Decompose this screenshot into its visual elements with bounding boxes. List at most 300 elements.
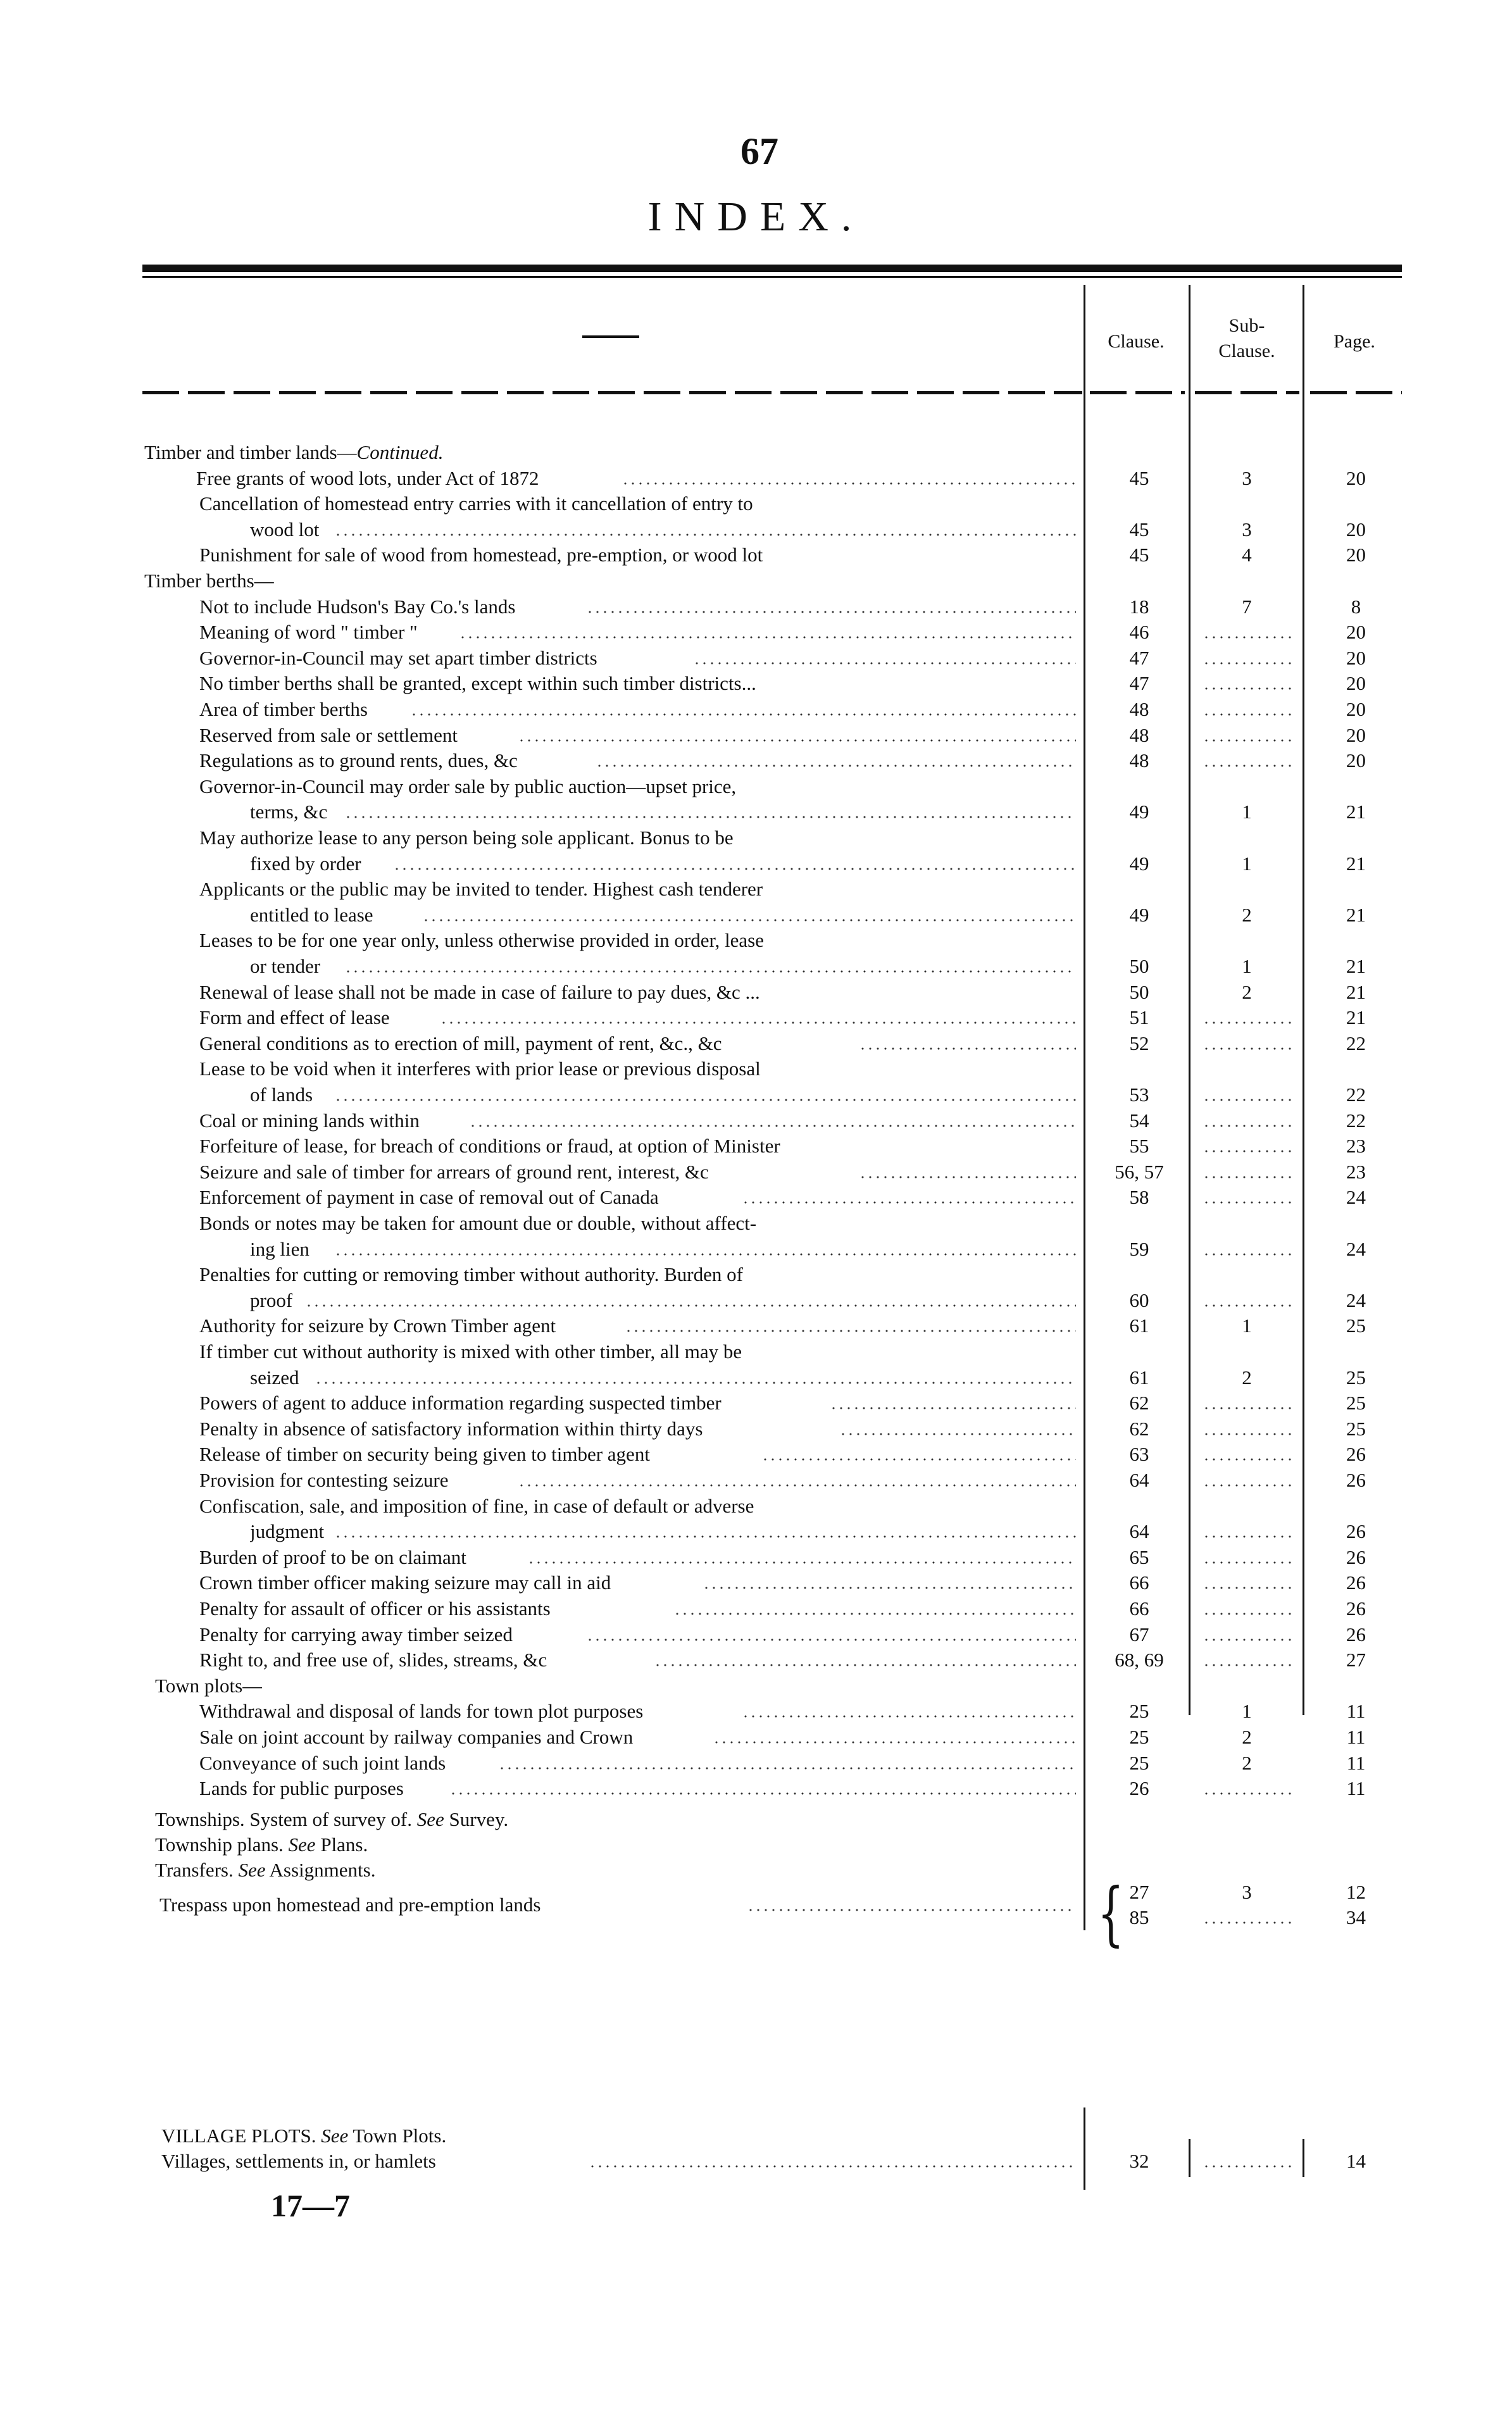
header-rule-thin: [142, 276, 1402, 278]
clause-value: 45: [1129, 544, 1149, 566]
trespass-entry: [0, 1881, 1512, 1928]
sub-clause-dots: [1203, 1638, 1291, 1642]
entry-text: Crown timber officer making seizure may call in aid: [199, 1571, 611, 1594]
sub-clause-value: 3: [1242, 466, 1252, 489]
page-value: 24: [1346, 1237, 1366, 1260]
table-row: [0, 671, 1512, 696]
table-row: [0, 1596, 1512, 1621]
leader-dots: [703, 1586, 1076, 1590]
sub-clause-dots: [1203, 1149, 1291, 1153]
clause-value: 60: [1129, 1289, 1149, 1311]
index-title: INDEX.: [647, 194, 865, 240]
page-value: 21: [1346, 955, 1366, 977]
page-value: 24: [1346, 1289, 1366, 1311]
clause-value: 49: [1129, 903, 1149, 926]
sub-clause-value: 1: [1242, 1700, 1252, 1723]
header-dashed-rule-sub: [1195, 391, 1299, 394]
entry-text: No timber berths shall be granted, except within such timber districts...: [199, 672, 756, 695]
table-row: [0, 1468, 1512, 1493]
clause-value: 49: [1129, 801, 1149, 823]
sub-clause-value: 4: [1242, 544, 1252, 566]
table-row: [0, 825, 1512, 851]
table-row: [0, 1056, 1512, 1082]
see-word: See: [238, 1859, 266, 1881]
leader-dots: [440, 1021, 1076, 1025]
page-value: 20: [1346, 672, 1366, 695]
entry-text: Timber berths—: [144, 570, 274, 592]
entry-text: Timber and timber lands—Continued.: [144, 441, 444, 463]
table-row: [0, 1262, 1512, 1287]
page-value: 21: [1346, 1006, 1366, 1029]
page-value: 11: [1346, 1751, 1366, 1774]
page-value: 20: [1346, 621, 1366, 644]
sub-clause-value: 1: [1242, 852, 1252, 875]
header-sub-clause: [1193, 313, 1301, 364]
clause-value: 18: [1129, 595, 1149, 618]
entry-text: terms, &c: [250, 801, 328, 823]
page-value: 20: [1346, 466, 1366, 489]
entry-text: Withdrawal and disposal of lands for town plot purposes: [199, 1700, 644, 1723]
leader-dots: [334, 533, 1076, 537]
table-row: [0, 748, 1512, 773]
table-row: [0, 1647, 1512, 1673]
sub-clause-dots: [1203, 1047, 1291, 1051]
page-value: 25: [1346, 1314, 1366, 1337]
entry-text: Renewal of lease shall not be made in case of failure to pay dues, &c ...: [199, 980, 760, 1003]
page-value: 8: [1351, 595, 1361, 618]
entry-text: Punishment for sale of wood from homestead, pre-emption, or wood lot: [199, 544, 763, 566]
entry-text: Lands for public purposes: [199, 1777, 404, 1800]
entry-text: Bonds or notes may be taken for amount due or double, without affect-: [199, 1212, 757, 1234]
clause-value: 64: [1129, 1520, 1149, 1543]
page-value: 27: [1346, 1649, 1366, 1671]
entry-text: Seizure and sale of timber for arrears of ground rent, interest, &c: [199, 1160, 709, 1183]
page-value: 25: [1346, 1417, 1366, 1440]
page-value: 12: [1346, 1881, 1366, 1903]
page-value: 23: [1346, 1160, 1366, 1183]
sub-clause-dots: [1203, 1201, 1291, 1204]
sub-clause-dots: [1203, 687, 1291, 690]
sub-clause-value: 3: [1242, 1881, 1252, 1903]
clause-value: 26: [1129, 1777, 1149, 1800]
entry-text: Powers of agent to adduce information regarding suspected timber: [199, 1392, 722, 1414]
clause-value: 66: [1129, 1571, 1149, 1594]
page-value: 22: [1346, 1083, 1366, 1106]
leader-dots: [859, 1047, 1076, 1051]
table-row: [0, 980, 1512, 1005]
sub-clause-dots: [1203, 1586, 1291, 1590]
brace: {: [1097, 1873, 1124, 1954]
leader-dots: [305, 1304, 1076, 1308]
entry-text: seized: [250, 1366, 299, 1389]
page-value: 20: [1346, 698, 1366, 720]
clause-value: 25: [1129, 1700, 1149, 1723]
page-value: 21: [1346, 980, 1366, 1003]
sub-clause-dots: [1203, 1921, 1291, 1925]
sub-clause-value: 3: [1242, 518, 1252, 540]
footer-reference: 17—7: [271, 2188, 350, 2223]
clause-value: 52: [1129, 1032, 1149, 1054]
clause-value: 32: [1129, 2150, 1149, 2172]
table-row: [0, 723, 1512, 748]
entry-text: Reserved from sale or settlement: [199, 723, 458, 746]
sub-clause-dots: [1203, 1124, 1291, 1128]
sub-clause-dots: [1203, 1304, 1291, 1308]
sub-clause-value: 2: [1242, 1726, 1252, 1748]
table-row: [0, 1699, 1512, 1724]
table-row: [0, 1237, 1512, 1262]
clause-value: 50: [1129, 955, 1149, 977]
clause-value: 55: [1129, 1135, 1149, 1158]
entry-text: Sale on joint account by railway companies and Crown: [199, 1726, 634, 1748]
entry-text: or tender: [250, 955, 321, 977]
page-value: 11: [1346, 1700, 1366, 1723]
page-value: 11: [1346, 1726, 1366, 1748]
entry-text: Forfeiture of lease, for breach of conditions or fraud, at option of Minister: [199, 1135, 780, 1158]
entry-text: Governor-in-Council may set apart timber districts: [199, 646, 597, 669]
entry-text: May authorize lease to any person being sole applicant. Bonus to be: [199, 827, 734, 849]
table-row: [0, 646, 1512, 671]
page-value: 22: [1346, 1109, 1366, 1132]
page-value: 26: [1346, 1545, 1366, 1568]
table-row: [0, 568, 1512, 594]
leader-dots: [498, 1766, 1076, 1770]
leader-dots: [518, 739, 1076, 742]
table-row: [0, 1622, 1512, 1647]
sub-clause-dots: [1203, 1792, 1291, 1795]
leader-dots: [586, 1638, 1076, 1642]
header-dashed-rule-clause: [1090, 391, 1185, 394]
entry-text: [161, 2123, 446, 2149]
page-value: 26: [1346, 1597, 1366, 1620]
ref-target: Town Plots.: [353, 2125, 447, 2147]
leader-dots: [422, 918, 1076, 922]
table-row: [0, 1494, 1512, 1519]
leader-dots: [742, 1201, 1076, 1204]
entry-text: Applicants or the public may be invited to tender. Highest cash tenderer: [199, 878, 763, 901]
leader-dots: [693, 661, 1076, 665]
page-value: 26: [1346, 1443, 1366, 1466]
table-row: [0, 877, 1512, 902]
leader-dots: [589, 2164, 1076, 2168]
leader-dots: [344, 815, 1076, 819]
leader-dots: [761, 1458, 1076, 1461]
page-value: 26: [1346, 1469, 1366, 1491]
page-value: 21: [1346, 801, 1366, 823]
clause-value: 66: [1129, 1597, 1149, 1620]
clause-value: 61: [1129, 1366, 1149, 1389]
entry-text: Enforcement of payment in case of removal out of Canada: [199, 1186, 659, 1209]
table-row: [0, 1133, 1512, 1159]
table-row: [0, 1416, 1512, 1442]
table-row: [0, 902, 1512, 928]
sub-clause-dots: [1203, 1483, 1291, 1487]
sub-clause-value: 2: [1242, 1366, 1252, 1389]
clause-value: 45: [1129, 466, 1149, 489]
ref-heading: Township plans.: [155, 1833, 284, 1856]
page-value: 21: [1346, 903, 1366, 926]
entry-text: Release of timber on security being given to timber agent: [199, 1443, 650, 1466]
clause-value: 67: [1129, 1623, 1149, 1645]
header-sub-clause-line2: Clause.: [1218, 340, 1275, 361]
entry-text: Conveyance of such joint lands: [199, 1751, 446, 1774]
entry-text: Form and effect of lease: [199, 1006, 390, 1029]
table-row: [0, 1570, 1512, 1595]
table-row: [0, 1442, 1512, 1467]
clause-value: 46: [1129, 621, 1149, 644]
sub-clause-dots: [1203, 1458, 1291, 1461]
page-value: 21: [1346, 852, 1366, 875]
village-plots-ref: [0, 2123, 1512, 2149]
villages-entry: [0, 2149, 1512, 2174]
leader-dots: [334, 1252, 1076, 1256]
table-row: [0, 1288, 1512, 1313]
leader-dots: [673, 1612, 1076, 1616]
table-row: [0, 1751, 1512, 1776]
header-page: Page.: [1334, 331, 1375, 352]
table-row: [0, 466, 1512, 491]
sub-clause-value: 1: [1242, 1314, 1252, 1337]
clause-value: 48: [1129, 723, 1149, 746]
table-row: [0, 1519, 1512, 1544]
leader-dots: [596, 764, 1076, 768]
entry-text: Penalties for cutting or removing timber without authority. Burden of: [199, 1263, 743, 1286]
leader-dots: [518, 1483, 1076, 1487]
entry-text: Town plots—: [155, 1674, 263, 1697]
sub-clause-dots: [1203, 1561, 1291, 1564]
leader-dots: [449, 1792, 1076, 1795]
sub-clause-dots: [1203, 1252, 1291, 1256]
ref-heading: Transfers.: [155, 1859, 234, 1881]
page-value: 24: [1346, 1186, 1366, 1209]
table-row: [0, 774, 1512, 799]
table-row: [0, 1211, 1512, 1236]
leader-dots: [622, 482, 1076, 485]
entry-text: Area of timber berths: [199, 698, 368, 720]
header-entry-dash: [582, 335, 639, 338]
sub-clause-dots: [1203, 764, 1291, 768]
ref-target: Survey.: [449, 1808, 509, 1830]
entry-text: proof: [250, 1289, 293, 1311]
sub-clause-dots: [1203, 1098, 1291, 1102]
clause-value: 47: [1129, 646, 1149, 669]
table-row: [0, 1545, 1512, 1570]
table-row: [0, 491, 1512, 516]
page-value: 14: [1346, 2150, 1366, 2172]
page-value: 20: [1346, 646, 1366, 669]
see-reference: [155, 1832, 368, 1858]
entry-text: Cancellation of homestead entry carries with it cancellation of entry to: [199, 492, 753, 515]
clause-value: 48: [1129, 749, 1149, 772]
leader-dots: [393, 867, 1076, 871]
entry-text: Coal or mining lands within: [199, 1109, 420, 1132]
entry-text: Right to, and free use of, slides, streams, &c: [199, 1649, 547, 1671]
page-value: 20: [1346, 723, 1366, 746]
table-row: [0, 594, 1512, 620]
sub-clause-value: 2: [1242, 903, 1252, 926]
leader-dots: [459, 635, 1076, 639]
leader-dots: [469, 1124, 1076, 1128]
sub-clause-value: 2: [1242, 1751, 1252, 1774]
table-row: [0, 1339, 1512, 1364]
leader-dots: [410, 713, 1076, 716]
clause-value: 25: [1129, 1726, 1149, 1748]
leader-dots: [859, 1175, 1076, 1179]
clause-value: 58: [1129, 1186, 1149, 1209]
ref-target: Assignments.: [269, 1859, 376, 1881]
ref-heading: VILLAGE PLOTS.: [161, 2125, 316, 2147]
see-word: See: [416, 1808, 444, 1830]
table-row: [0, 1776, 1512, 1801]
header-sub-clause-line1: Sub-: [1228, 315, 1265, 336]
sub-clause-value: 7: [1242, 595, 1252, 618]
page-value: 22: [1346, 1032, 1366, 1054]
entry-text: Penalty for assault of officer or his assistants: [199, 1597, 551, 1620]
entry-text: Villages, settlements in, or hamlets: [161, 2150, 436, 2172]
entry-text: Regulations as to ground rents, dues, &c: [199, 749, 518, 772]
table-row: [0, 1365, 1512, 1390]
clause-value: 62: [1129, 1417, 1149, 1440]
clause-value: 47: [1129, 672, 1149, 695]
leader-dots: [625, 1329, 1076, 1333]
sub-clause-dots: [1203, 739, 1291, 742]
sub-clause-dots: [1203, 1535, 1291, 1539]
table-row: [0, 851, 1512, 877]
table-row: [0, 1082, 1512, 1108]
entry-text: Governor-in-Council may order sale by public auction—upset price,: [199, 775, 737, 797]
leader-dots: [713, 1740, 1076, 1744]
ref-target: Plans.: [320, 1833, 368, 1856]
leader-dots: [334, 1098, 1076, 1102]
clause-value: 64: [1129, 1469, 1149, 1491]
leader-dots: [747, 1908, 1076, 1912]
clause-value: 25: [1129, 1751, 1149, 1774]
clause-value: 61: [1129, 1314, 1149, 1337]
leader-dots: [527, 1561, 1076, 1564]
entry-text: Authority for seizure by Crown Timber agent: [199, 1314, 556, 1337]
entry-text: Trespass upon homestead and pre-emption lands: [159, 1894, 541, 1916]
sub-clause-value: 2: [1242, 980, 1252, 1003]
page-value: 26: [1346, 1623, 1366, 1645]
table-row: [0, 1159, 1512, 1185]
header-dashed-rule-page: [1310, 391, 1402, 394]
table-row: [0, 1673, 1512, 1699]
sub-clause-dots: [1203, 1406, 1291, 1410]
entry-text: Leases to be for one year only, unless otherwise provided in order, lease: [199, 929, 765, 952]
entry-text: of lands: [250, 1083, 313, 1106]
leader-dots: [839, 1432, 1076, 1436]
table-row: [0, 697, 1512, 722]
table-row: [0, 517, 1512, 542]
clause-value: 27: [1129, 1881, 1149, 1903]
see-reference: [155, 1858, 375, 1883]
see-word: See: [321, 2125, 349, 2147]
clause-value: 62: [1129, 1392, 1149, 1414]
table-row: [0, 928, 1512, 953]
table-row: [0, 440, 1512, 465]
entry-text: Provision for contesting seizure: [199, 1469, 449, 1491]
leader-dots: [315, 1381, 1076, 1385]
sub-clause-dots: [1203, 1432, 1291, 1436]
entry-text: Free grants of wood lots, under Act of 1872: [196, 466, 539, 489]
sub-clause-value: 1: [1242, 801, 1252, 823]
clause-value: 63: [1129, 1443, 1149, 1466]
page-value: 11: [1346, 1777, 1366, 1800]
entry-text: fixed by order: [250, 852, 361, 875]
clause-value: 65: [1129, 1545, 1149, 1568]
page-value-2: 34: [1346, 1906, 1366, 1928]
ref-heading: Townships. System of survey of.: [155, 1808, 412, 1830]
sub-clause-dots: [1203, 661, 1291, 665]
leader-dots: [742, 1714, 1076, 1718]
table-row: [0, 1185, 1512, 1210]
page-value: 23: [1346, 1135, 1366, 1158]
entry-text: If timber cut without authority is mixed with other timber, all may be: [199, 1340, 742, 1363]
table-row: [0, 1108, 1512, 1133]
clause-value: 51: [1129, 1006, 1149, 1029]
leader-dots: [334, 1535, 1076, 1539]
sub-clause-value: 1: [1242, 955, 1252, 977]
entry-text: wood lot: [250, 518, 320, 540]
clause-value: 45: [1129, 518, 1149, 540]
entry-text: Confiscation, sale, and imposition of fine, in case of default or adverse: [199, 1494, 754, 1517]
page-value: 25: [1346, 1392, 1366, 1414]
clause-value: 59: [1129, 1237, 1149, 1260]
clause-value: 48: [1129, 698, 1149, 720]
sub-clause-dots: [1203, 713, 1291, 716]
table-row: [0, 542, 1512, 568]
leader-dots: [654, 1663, 1076, 1667]
page-value: 26: [1346, 1520, 1366, 1543]
page-number: 67: [740, 130, 778, 172]
page-value: 20: [1346, 749, 1366, 772]
sub-clause-dots: [1203, 2164, 1291, 2168]
leader-dots: [830, 1406, 1076, 1410]
entry-text: Penalty for carrying away timber seized: [199, 1623, 513, 1645]
entry-text: Not to include Hudson's Bay Co.'s lands: [199, 595, 516, 618]
entry-text: Burden of proof to be on claimant: [199, 1545, 466, 1568]
table-row: [0, 799, 1512, 825]
entry-text: Penalty in absence of satisfactory information within thirty days: [199, 1417, 703, 1440]
page-value: 20: [1346, 518, 1366, 540]
header-dashed-rule: [142, 391, 1082, 394]
table-row: [0, 1390, 1512, 1416]
header-clause: Clause.: [1108, 331, 1165, 352]
entry-text: ing lien: [250, 1237, 309, 1260]
entry-text: entitled to lease: [250, 903, 373, 926]
see-reference: [155, 1807, 508, 1832]
table-row: [0, 1725, 1512, 1750]
header-rule-thick: [142, 265, 1402, 272]
entry-text: Meaning of word " timber ": [199, 621, 418, 644]
sub-clause-dots: [1203, 1612, 1291, 1616]
table-row: [0, 1031, 1512, 1056]
clause-value: 68, 69: [1115, 1649, 1164, 1671]
clause-value: 50: [1129, 980, 1149, 1003]
entry-text: General conditions as to erection of mill, payment of rent, &c., &c: [199, 1032, 722, 1054]
clause-value-2: 85: [1129, 1906, 1149, 1928]
page-value: 26: [1346, 1571, 1366, 1594]
table-row: [0, 954, 1512, 979]
clause-value: 56, 57: [1115, 1160, 1164, 1183]
leader-dots: [586, 610, 1076, 614]
page-value: 25: [1346, 1366, 1366, 1389]
sub-clause-dots: [1203, 1021, 1291, 1025]
sub-clause-dots: [1203, 635, 1291, 639]
sub-clause-dots: [1203, 1663, 1291, 1667]
table-row: [0, 1005, 1512, 1030]
table-row: [0, 1313, 1512, 1339]
